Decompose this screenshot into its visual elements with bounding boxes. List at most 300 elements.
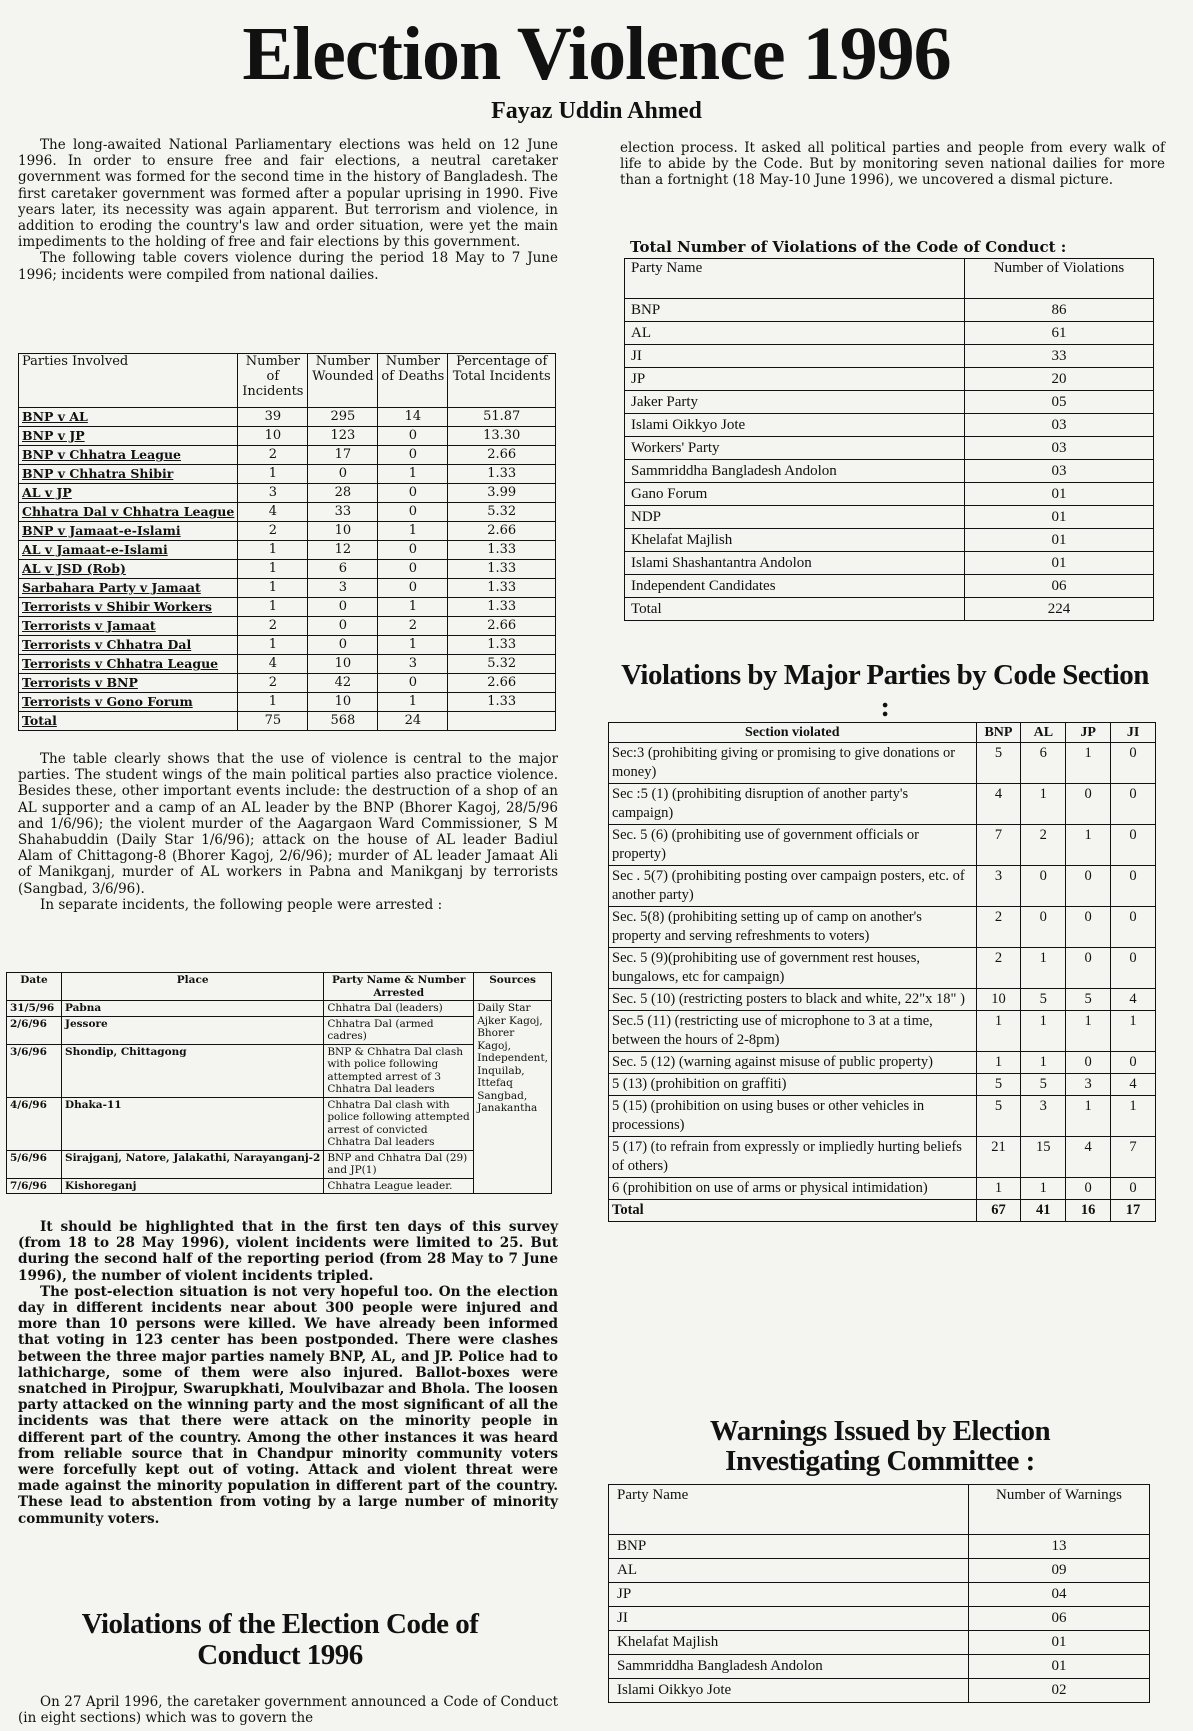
- table-cell: 39: [238, 408, 308, 427]
- table-cell: 1: [378, 522, 448, 541]
- body-paragraph: In separate incidents, the following people were arrested :: [40, 896, 443, 913]
- table-row: [609, 825, 1156, 866]
- table-cell: 5: [976, 743, 1021, 784]
- table-cell: 1: [1021, 1011, 1066, 1052]
- table-cell: Khelafat Majlish: [625, 529, 965, 552]
- violations-table: [624, 258, 1154, 621]
- table-cell: 1: [238, 560, 308, 579]
- table-cell: 1: [238, 465, 308, 484]
- table-row: [19, 655, 556, 674]
- table-cell: BNP v AL: [19, 408, 238, 427]
- table-cell: 2: [238, 522, 308, 541]
- table-cell: Sammriddha Bangladesh Andolon: [609, 1655, 969, 1679]
- table-cell: BNP v JP: [19, 427, 238, 446]
- table-cell: 1: [378, 598, 448, 617]
- table-cell: 12: [308, 541, 378, 560]
- table-cell: 0: [1066, 1178, 1111, 1200]
- table-cell: [448, 712, 556, 731]
- table-cell: 0: [378, 579, 448, 598]
- table-cell: 17: [1111, 1200, 1156, 1222]
- table-cell: 0: [1066, 866, 1111, 907]
- table-cell: Sec. 5(8) (prohibiting setting up of camp on another's property and serving refreshments to voters): [609, 907, 977, 948]
- col-header: Date: [7, 973, 62, 1001]
- table-cell: 1.33: [448, 560, 556, 579]
- section-text: [18, 1694, 558, 1726]
- section-heading: Violations of the Election Code of Conduct 1996: [81, 1608, 479, 1671]
- col-header: Place: [61, 973, 323, 1001]
- table-cell: Islami Oikkyo Jote: [609, 1679, 969, 1703]
- table-cell: 1: [238, 598, 308, 617]
- table-row: [625, 437, 1154, 460]
- table-cell: Chhatra Dal (leaders): [324, 1001, 474, 1017]
- table-cell: JP: [609, 1583, 969, 1607]
- table-cell: 61: [965, 322, 1154, 345]
- table-cell: 0: [1021, 866, 1066, 907]
- table-cell: 4: [238, 503, 308, 522]
- page-title: Election Violence 1996: [242, 12, 951, 96]
- table-cell: 123: [308, 427, 378, 446]
- table-row: [19, 560, 556, 579]
- table-cell: 01: [965, 506, 1154, 529]
- table-cell: Terrorists v Shibir Workers: [19, 598, 238, 617]
- table-row: [609, 1559, 1150, 1583]
- table-cell: Chhatra Dal v Chhatra League: [19, 503, 238, 522]
- table-cell: 295: [308, 408, 378, 427]
- col-header: AL: [1021, 723, 1066, 743]
- table-cell: 1.33: [448, 541, 556, 560]
- table-cell: AL v Jamaat-e-Islami: [19, 541, 238, 560]
- table-cell: BNP: [625, 299, 965, 322]
- table-row: [609, 1679, 1150, 1703]
- table-cell: BNP v Jamaat-e-Islami: [19, 522, 238, 541]
- code-section-heading: Violations by Major Parties by Code Section :: [621, 659, 1149, 723]
- table-cell: Sec. 5 (9)(prohibiting use of government rest houses, bungalows, etc for campaign): [609, 948, 977, 989]
- table-cell: 0: [1066, 948, 1111, 989]
- table-row: [625, 345, 1154, 368]
- table-cell: 1: [1066, 743, 1111, 784]
- arrests-table: [6, 972, 552, 1194]
- table-cell: 0: [378, 674, 448, 693]
- warnings-heading: Warnings Issued by Election Investigating Committee :: [709, 1415, 1051, 1477]
- table-cell: AL: [609, 1559, 969, 1583]
- table-cell: Sec :5 (1) (prohibiting disruption of another party's campaign): [609, 784, 977, 825]
- table-cell: 03: [965, 437, 1154, 460]
- table-cell: BNP and Chhatra Dal (29) and JP(1): [324, 1150, 474, 1178]
- table-cell: 15: [1021, 1137, 1066, 1178]
- col-header: JI: [1111, 723, 1156, 743]
- table-cell: 51.87: [448, 408, 556, 427]
- table-cell: AL: [625, 322, 965, 345]
- table-cell: 5 (15) (prohibition on using buses or other vehicles in processions): [609, 1096, 977, 1137]
- table-cell: 1.33: [448, 579, 556, 598]
- table-cell: 1: [378, 465, 448, 484]
- table-cell: 1: [238, 636, 308, 655]
- table-row: [19, 465, 556, 484]
- table-cell: 3.99: [448, 484, 556, 503]
- table-row: [625, 460, 1154, 483]
- col-header: Section violated: [609, 723, 977, 743]
- table-cell: Sec. 5 (6) (prohibiting use of government officials or property): [609, 825, 977, 866]
- table-cell: 1.33: [448, 598, 556, 617]
- table-cell: 0: [378, 427, 448, 446]
- code-section-table: [608, 722, 1156, 1222]
- table-cell: 1: [378, 693, 448, 712]
- table-cell: 06: [969, 1607, 1150, 1631]
- col-header: Number of Incidents: [238, 354, 308, 408]
- table-cell: 21: [976, 1137, 1021, 1178]
- table-cell: Gano Forum: [625, 483, 965, 506]
- table-cell: 5 (13) (prohibition on graffiti): [609, 1074, 977, 1096]
- table-cell: 24: [378, 712, 448, 731]
- table-cell: 5: [976, 1096, 1021, 1137]
- table-row: [609, 1074, 1156, 1096]
- table-cell: 2.66: [448, 674, 556, 693]
- table-row: [19, 674, 556, 693]
- table-row: [7, 1044, 552, 1097]
- table-cell: 42: [308, 674, 378, 693]
- table-cell: Total: [19, 712, 238, 731]
- table-cell: 7: [976, 825, 1021, 866]
- table-cell: Terrorists v BNP: [19, 674, 238, 693]
- table-cell: 0: [1111, 743, 1156, 784]
- table-row: [7, 1097, 552, 1150]
- table-cell: 4: [1111, 1074, 1156, 1096]
- table-cell: BNP v Chhatra League: [19, 446, 238, 465]
- table-cell: Sec. 5 (10) (restricting posters to black and white, 22"x 18" ): [609, 989, 977, 1011]
- table-cell: Sammriddha Bangladesh Andolon: [625, 460, 965, 483]
- table-cell: 01: [969, 1631, 1150, 1655]
- table-cell: Sirajganj, Natore, Jalakathi, Narayanganj-2: [61, 1150, 323, 1178]
- table-cell: 2.66: [448, 446, 556, 465]
- table-cell: 5 (17) (to refrain from expressly or impliedly hurting beliefs of others): [609, 1137, 977, 1178]
- body-paragraph: The table clearly shows that the use of violence is central to the major parties. The student wings of the main political parties also practice violence. Besides these, other important events include: the destruction of a shop of an AL supporter and a camp of an AL leader by the BNP (Bhorer Kagoj, 28/5/96 and 1/6/96); the violent murder of the Aagargaon Ward Commissioner, S M Shahabuddin (Daily Star 1/6/96); attack on the house of AL leader Badiul Alam of Chittagong-8 (Bhorer Kagoj, 2/6/96); murder of AL leader Jamaat Ali of Manikganj, murder of AL workers in Pabna and Manikganj by terrorists (Sangbad, 3/6/96).: [18, 751, 558, 897]
- table-cell: 1: [1111, 1011, 1156, 1052]
- table-cell: 2: [976, 907, 1021, 948]
- table-cell: 4/6/96: [7, 1097, 62, 1150]
- table-cell: 1: [976, 1011, 1021, 1052]
- col-header: Number of Violations: [965, 259, 1154, 299]
- col-header: Number of Deaths: [378, 354, 448, 408]
- table-cell: Sec. 5 (12) (warning against misuse of public property): [609, 1052, 977, 1074]
- table-cell: 3: [1066, 1074, 1111, 1096]
- warnings-table: [608, 1484, 1150, 1703]
- table-cell: 13: [969, 1535, 1150, 1559]
- table-row: [609, 948, 1156, 989]
- table-cell: 86: [965, 299, 1154, 322]
- table-cell: BNP & Chhatra Dal clash with police following attempted arrest of 3 Chhatra Dal leaders: [324, 1044, 474, 1097]
- table-cell: 1.33: [448, 465, 556, 484]
- table-cell: 0: [1111, 784, 1156, 825]
- table-cell: Terrorists v Chhatra Dal: [19, 636, 238, 655]
- table-cell: 5.32: [448, 503, 556, 522]
- table-cell: 6: [308, 560, 378, 579]
- table-row: [609, 1052, 1156, 1074]
- table-cell: 14: [378, 408, 448, 427]
- table-cell: 01: [969, 1655, 1150, 1679]
- table-cell: 2.66: [448, 522, 556, 541]
- table-cell: 3: [378, 655, 448, 674]
- table-cell: 16: [1066, 1200, 1111, 1222]
- col-header: Number Wounded: [308, 354, 378, 408]
- table-cell: 13.30: [448, 427, 556, 446]
- intro-paragraph: The long-awaited National Parliamentary elections was held on 12 June 1996. In order to ensure free and fair elections, a neutral caretaker government was formed for the second time in the history of Bangladesh. The first caretaker government was formed after a popular uprising in 1990. Five years later, its necessity was again apparent. But terrorism and violence, in addition to eroding the country's law and order situation, were yet the main impediments to the holding of free and fair elections by this government.: [18, 137, 558, 251]
- table-row: [625, 529, 1154, 552]
- table-cell: Independent Candidates: [625, 575, 965, 598]
- table-cell: 5: [976, 1074, 1021, 1096]
- table-row: [19, 617, 556, 636]
- table-cell: 1: [238, 579, 308, 598]
- table-cell: AL v JP: [19, 484, 238, 503]
- table-cell: 41: [1021, 1200, 1066, 1222]
- col-header: Percentage of Total Incidents: [448, 354, 556, 408]
- table-cell: 0: [1111, 825, 1156, 866]
- table-cell: 2.66: [448, 617, 556, 636]
- table-cell: Chhatra Dal (armed cadres): [324, 1016, 474, 1044]
- table-cell: 4: [976, 784, 1021, 825]
- table-row: [609, 1631, 1150, 1655]
- table-cell: Islami Oikkyo Jote: [625, 414, 965, 437]
- table-cell: 1: [1066, 1096, 1111, 1137]
- table-row: [19, 522, 556, 541]
- table-row: [19, 446, 556, 465]
- table-cell: 20: [965, 368, 1154, 391]
- table-cell: Total: [625, 598, 965, 621]
- table-cell: 7/6/96: [7, 1178, 62, 1194]
- table-cell: 01: [965, 483, 1154, 506]
- table-row: [609, 989, 1156, 1011]
- table-row: [625, 368, 1154, 391]
- table-row: [609, 784, 1156, 825]
- table-cell: 5: [1066, 989, 1111, 1011]
- table-cell: Terrorists v Gono Forum: [19, 693, 238, 712]
- intro-text: [18, 137, 558, 283]
- table-cell: Khelafat Majlish: [609, 1631, 969, 1655]
- table-cell: 0: [308, 465, 378, 484]
- table-row: [609, 866, 1156, 907]
- table-cell: 33: [308, 503, 378, 522]
- table-cell: 1: [976, 1052, 1021, 1074]
- table-cell: Chhatra League leader.: [324, 1178, 474, 1194]
- table-cell: 1: [1021, 784, 1066, 825]
- table-row: [19, 693, 556, 712]
- table-row: [609, 1096, 1156, 1137]
- table-cell: 3/6/96: [7, 1044, 62, 1097]
- table-cell: 1: [1021, 1052, 1066, 1074]
- table-cell: 10: [976, 989, 1021, 1011]
- table-cell: 3: [308, 579, 378, 598]
- table-cell: 0: [1066, 1052, 1111, 1074]
- table-row: [609, 1583, 1150, 1607]
- table-cell: 3: [1021, 1096, 1066, 1137]
- table-row: [7, 1178, 552, 1194]
- col-header: Number of Warnings: [969, 1485, 1150, 1535]
- table-cell: 0: [308, 617, 378, 636]
- table-cell: BNP v Chhatra Shibir: [19, 465, 238, 484]
- col-header: Party Name: [609, 1485, 969, 1535]
- table-cell: 1: [976, 1178, 1021, 1200]
- body-paragraph: On 27 April 1996, the caretaker government announced a Code of Conduct (in eight sections) which was to govern the: [18, 1694, 558, 1727]
- author-byline: Fayaz Uddin Ahmed: [491, 98, 702, 124]
- table-cell: Jaker Party: [625, 391, 965, 414]
- table-cell: 1.33: [448, 693, 556, 712]
- table-cell: 224: [965, 598, 1154, 621]
- table-row: [19, 579, 556, 598]
- table-cell: 28: [308, 484, 378, 503]
- table-row: [609, 1137, 1156, 1178]
- col-header: Parties Involved: [19, 354, 238, 408]
- table-cell: 2: [238, 674, 308, 693]
- table-cell: 0: [378, 503, 448, 522]
- table-cell: 0: [1111, 948, 1156, 989]
- col-header: JP: [1066, 723, 1111, 743]
- intro-paragraph: The following table covers violence during the period 18 May to 7 June 1996; incidents were compiled from national dailies.: [18, 250, 558, 283]
- table-cell: 0: [378, 484, 448, 503]
- table-cell: Sec:3 (prohibiting giving or promising to give donations or money): [609, 743, 977, 784]
- table-cell: 6: [1021, 743, 1066, 784]
- table-cell: Total: [609, 1200, 977, 1222]
- table-cell: 01: [965, 529, 1154, 552]
- table-cell: 0: [1111, 907, 1156, 948]
- table-cell: Jessore: [61, 1016, 323, 1044]
- table-row: [19, 712, 556, 731]
- table-cell: 3: [976, 866, 1021, 907]
- table-row: [609, 1655, 1150, 1679]
- table-row: [19, 598, 556, 617]
- table-cell: JP: [625, 368, 965, 391]
- body-paragraph: The post-election situation is not very hopeful too. On the election day in different incidents near about 300 people were injured and more than 10 persons were killed. We have already been informed that voting in 123 center has been postponded. There were clashes between the three major parties namely BNP, AL, and JP. Police had to lathicharge, some of them were also injured. Ballot-boxes were snatched in Pirojpur, Swarupkhati, Moulvibazar and Bhola. The loosen party attacked on the winning party and the most significant of all the incidents was that there were attack on the minority people in different part of the country. Among the other instances it was heard from reliable source that in Chandpur minority community voters were forcefully kept out of voting. Attack and violent threat were made against the minority population in different part of the country. These lead to abstention from voting by a large number of minority community voters.: [18, 1283, 558, 1527]
- table-cell: 01: [965, 552, 1154, 575]
- table-cell: 0: [378, 446, 448, 465]
- middle-text: [18, 751, 558, 913]
- table-cell: 05: [965, 391, 1154, 414]
- table-row: [625, 575, 1154, 598]
- col-header: BNP: [976, 723, 1021, 743]
- table-cell: 02: [969, 1679, 1150, 1703]
- table-row: [7, 1001, 552, 1017]
- table-cell: Terrorists v Chhatra League: [19, 655, 238, 674]
- table-row: [625, 391, 1154, 414]
- table-cell: 1: [238, 541, 308, 560]
- table-cell: Sec.5 (11) (restricting use of microphone to 3 at a time, between the hours of 2-8pm): [609, 1011, 977, 1052]
- table-cell: Sec . 5(7) (prohibiting posting over campaign posters, etc. of another party): [609, 866, 977, 907]
- table-cell: 1: [1066, 1011, 1111, 1052]
- table-row: [609, 1011, 1156, 1052]
- table-cell: 2: [976, 948, 1021, 989]
- table-row: [7, 1150, 552, 1178]
- col-header: Sources: [474, 973, 552, 1001]
- table-cell: 0: [1111, 1052, 1156, 1074]
- table-cell: 2: [378, 617, 448, 636]
- table-cell: Pabna: [61, 1001, 323, 1017]
- table-cell: 0: [1111, 866, 1156, 907]
- table-cell: 2: [238, 617, 308, 636]
- table-cell: Chhatra Dal clash with police following attempted arrest of convicted Chhatra Dal leaders: [324, 1097, 474, 1150]
- table-cell: 10: [308, 655, 378, 674]
- table-cell: 10: [308, 522, 378, 541]
- table-cell: 5: [1021, 989, 1066, 1011]
- body-paragraph: election process. It asked all political parties and people from every walk of life to abide by the Code. But by monitoring seven national dailies for more than a fortnight (18 May-10 June 1996), we uncovered a dismal picture.: [620, 140, 1165, 189]
- table-cell: 0: [378, 541, 448, 560]
- table-row: [19, 427, 556, 446]
- col-header: Party Name: [625, 259, 965, 299]
- table-cell: 2: [1021, 825, 1066, 866]
- table-cell: JI: [609, 1607, 969, 1631]
- table-row: [625, 598, 1154, 621]
- table-row: [609, 743, 1156, 784]
- table-cell: 1: [238, 693, 308, 712]
- table-cell: Islami Shashantantra Andolon: [625, 552, 965, 575]
- table-cell: 6 (prohibition on use of arms or physical intimidation): [609, 1178, 977, 1200]
- table-cell: 0: [308, 636, 378, 655]
- table-cell: 0: [1066, 907, 1111, 948]
- table-cell: 09: [969, 1559, 1150, 1583]
- table-row: [609, 1200, 1156, 1222]
- table-row: [19, 636, 556, 655]
- table-cell: 3: [238, 484, 308, 503]
- lower-text: [18, 1219, 558, 1527]
- table-cell: 67: [976, 1200, 1021, 1222]
- table-row: [19, 408, 556, 427]
- table-cell: Workers' Party: [625, 437, 965, 460]
- table-cell: Dhaka-11: [61, 1097, 323, 1150]
- table-cell: 1.33: [448, 636, 556, 655]
- table-cell: 5.32: [448, 655, 556, 674]
- table-row: [625, 322, 1154, 345]
- table-row: [19, 484, 556, 503]
- table-cell: 1: [1021, 948, 1066, 989]
- table-cell: NDP: [625, 506, 965, 529]
- table-row: [625, 506, 1154, 529]
- violence-table: [18, 353, 556, 731]
- table-cell: 1: [1066, 825, 1111, 866]
- table-row: [609, 1178, 1156, 1200]
- table-cell: 33: [965, 345, 1154, 368]
- table-cell: 4: [1111, 989, 1156, 1011]
- table-cell: 06: [965, 575, 1154, 598]
- table-cell: Kishoreganj: [61, 1178, 323, 1194]
- table-cell: 1: [1111, 1096, 1156, 1137]
- table-cell: AL v JSD (Rob): [19, 560, 238, 579]
- table-cell: 31/5/96: [7, 1001, 62, 1017]
- table-cell: 5/6/96: [7, 1150, 62, 1178]
- table-row: [7, 1016, 552, 1044]
- table-row: [19, 541, 556, 560]
- table-cell: 03: [965, 414, 1154, 437]
- table-cell: 1: [378, 636, 448, 655]
- table-cell: 0: [378, 560, 448, 579]
- table-cell: 0: [308, 598, 378, 617]
- body-paragraph: It should be highlighted that in the first ten days of this survey (from 18 to 28 May 1996), violent incidents were limited to 25. But during the second half of the reporting period (from 28 May to 7 June 1996), the number of violent incidents tripled.: [18, 1219, 558, 1284]
- table-cell: 03: [965, 460, 1154, 483]
- violations-caption: Total Number of Violations of the Code of Conduct :: [630, 238, 1067, 256]
- table-cell: 0: [1111, 1178, 1156, 1200]
- table-row: [625, 552, 1154, 575]
- table-cell: Sarbahara Party v Jamaat: [19, 579, 238, 598]
- sources-cell: Daily Star Ajker Kagoj, Bhorer Kagoj, Independent, Inquilab, Ittefaq Sangbad, Janakantha: [474, 1001, 552, 1194]
- table-cell: 04: [969, 1583, 1150, 1607]
- table-cell: Terrorists v Jamaat: [19, 617, 238, 636]
- table-cell: Shondip, Chittagong: [61, 1044, 323, 1097]
- table-row: [609, 1607, 1150, 1631]
- table-cell: 4: [1066, 1137, 1111, 1178]
- table-cell: 10: [308, 693, 378, 712]
- table-cell: BNP: [609, 1535, 969, 1559]
- table-row: [625, 414, 1154, 437]
- table-cell: 1: [1021, 1178, 1066, 1200]
- table-row: [625, 483, 1154, 506]
- table-row: [19, 503, 556, 522]
- table-cell: 7: [1111, 1137, 1156, 1178]
